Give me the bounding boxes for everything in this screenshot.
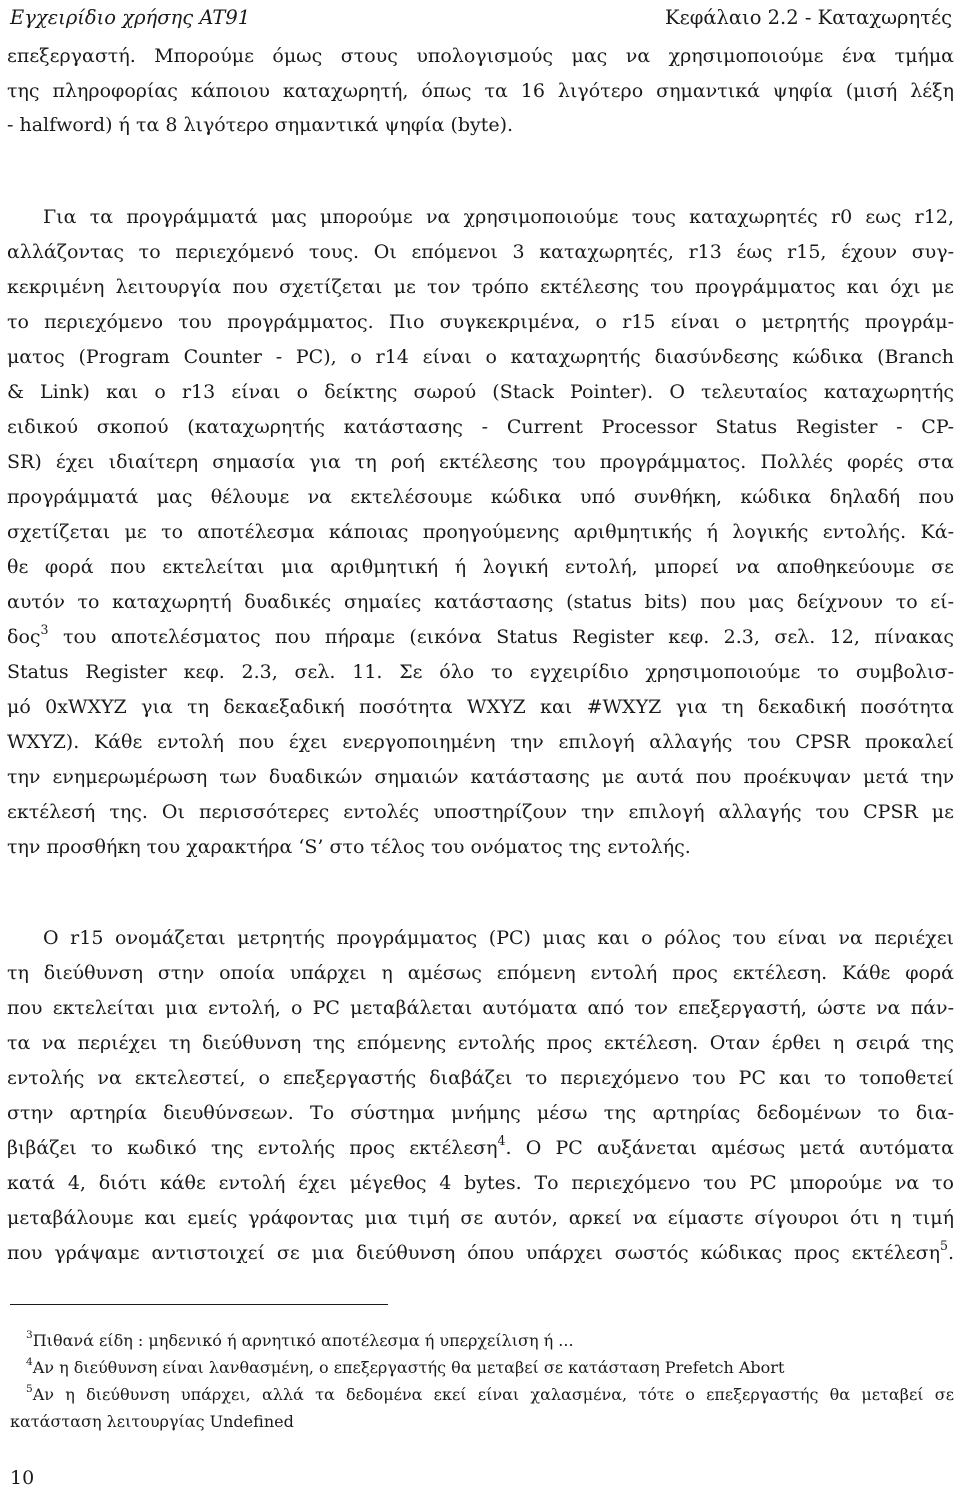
footnote-ref-4: 4 <box>497 1132 506 1148</box>
text-line: ματος (Program Counter - PC), ο r14 είναι ο καταχωρητής διασύνδεσης κώδικα (Branch <box>7 346 954 368</box>
footnote-5-continuation: κατάσταση λειτουργίας Undefined <box>10 1412 294 1431</box>
text-line: τα να περιέχει τη διεύθυνση της επόμενης εντολής προς εκτέλεση. Οταν έρθει η σειρά της <box>7 1032 954 1054</box>
text-line: προγράμματά μας θέλουμε να εκτελέσουμε κώδικα υπό συνθήκη, κώδικα δηλαδή που <box>7 486 954 508</box>
text-line: Για τα προγράμματά μας μπορούμε να χρησιμοποιούμε τους καταχωρητές r0 εως r12, <box>43 206 954 228</box>
footnote-mark: 5 <box>26 1383 33 1396</box>
footnote-text: Πιθανά είδη : μηδενικό ή αρνητικό αποτέλεσμα ή υπερχείλιση ή ... <box>32 1331 574 1350</box>
text-line <box>7 1130 954 1166</box>
text-line: SR) έχει ιδιαίτερη σημασία για τη ροή εκτέλεσης του προγράμματος. Πολλές φορές στα <box>7 451 954 473</box>
footnote-ref-5: 5 <box>939 1237 948 1253</box>
text-segment: . Ο PC αυξάνεται αμέσως μετά αυτόματα <box>505 1137 954 1159</box>
text-line: εκτέλεσή της. Οι περισσότερες εντολές υποστηρίζουν την επιλογή αλλαγής του CPSR με <box>7 801 954 823</box>
text-segment: βιβάζει το κωδικό της εντολής προς εκτέλεση <box>7 1137 498 1159</box>
text-line: ειδικού σκοπού (καταχωρητής κατάστασης - Current Processor Status Register - CP- <box>7 416 954 438</box>
text-line: την ενημερωμέρωση των δυαδικών σημαιών κατάστασης με αυτά που προέκυψαν μετά την <box>7 766 954 788</box>
manual-title: Εγχειρίδιο χρήσης AT91 <box>10 6 251 29</box>
text-line: την προσθήκη του χαρακτήρα ‘S’ στο τέλος του ονόματος της εντολής. <box>7 836 691 858</box>
footnote-mark: 4 <box>26 1356 33 1369</box>
text-line: κεκριμένη λειτουργία που σχετίζεται με τον τρόπο εκτέλεσης του προγράμματος και όχι με <box>7 276 954 298</box>
text-line: θε φορά που εκτελείται μια αριθμητική ή λογική εντολή, μπορεί να αποθηκεύουμε σε <box>7 556 954 578</box>
footnote-4 <box>10 1354 954 1382</box>
text-line: εντολής να εκτελεστεί, ο επεξεργαστής διαβάζει το περιεχόμενο του PC και το τοποθετεί <box>7 1067 954 1089</box>
text-line: της πληροφορίας κάποιου καταχωρητή, όπως τα 16 λιγότερο σημαντικά ψηφία (μισή λέξη <box>7 80 954 102</box>
text-line: Ο r15 ονομάζεται μετρητής προγράμματος (PC) μιας και ο ρόλος του είναι να περιέχει <box>43 927 954 949</box>
footnote-5 <box>10 1381 954 1409</box>
text-line: τη διεύθυνση στην οποία υπάρχει η αμέσως επόμενη εντολή προς εκτέλεση. Κάθε φορά <box>7 962 954 984</box>
text-line: Status Register κεφ. 2.3, σελ. 11. Σε όλο το εγχειρίδιο χρησιμοποιούμε το συμβολισ- <box>7 661 954 683</box>
text-segment: . <box>947 1242 954 1264</box>
text-line: αλλάζοντας το περιεχόμενό τους. Οι επόμενοι 3 καταχωρητές, r13 έως r15, έχουν συγ- <box>7 241 954 263</box>
text-line: επεξεργαστή. Μπορούμε όμως στους υπολογισμούς μας να χρησιμοποιούμε ένα τμήμα <box>7 45 954 67</box>
text-line: & Link) και ο r13 είναι ο δείκτης σωρού (Stack Pointer). Ο τελευταίος καταχωρητής <box>7 381 954 403</box>
text-line: μεταβάλουμε και εμείς γράφοντας μια τιμή σε αυτόν, αρκεί να είμαστε σίγουροι ότι η τιμή <box>7 1207 954 1229</box>
text-line: κατά 4, διότι κάθε εντολή έχει μέγεθος 4 bytes. Το περιεχόμενο του PC μπορούμε να το <box>7 1172 954 1194</box>
page-header <box>10 0 952 36</box>
footnote-ref-3: 3 <box>40 621 49 637</box>
text-segment: που γράψαμε αντιστοιχεί σε μια διεύθυνση όπου υπάρχει σωστός κώδικας προς εκτέλεση <box>7 1242 940 1264</box>
text-line: μό 0xWXYZ για τη δεκαεξαδική ποσότητα WXYZ και #WXYZ για τη δεκαδική ποσότητα <box>7 696 954 718</box>
text-segment: δος <box>7 626 41 648</box>
text-line: αυτόν το καταχωρητή δυαδικές σημαίες κατάστασης (status bits) που μας δείχνουν το εί- <box>7 591 954 613</box>
text-line: στην αρτηρία διευθύνσεων. Το σύστημα μνήμης μέσω της αρτηρίας δεδομένων το δια- <box>7 1102 954 1124</box>
footnote-mark: 3 <box>26 1329 33 1342</box>
text-line <box>7 1235 954 1271</box>
text-line: - halfword) ή τα 8 λιγότερο σημαντικά ψηφία (byte). <box>7 114 514 136</box>
text-segment: του αποτελέσματος που πήραμε (εικόνα Status Register κεφ. 2.3, σελ. 12, πίνακας <box>48 626 954 648</box>
footnote-3 <box>10 1327 954 1355</box>
footnote-text: Αν η διεύθυνση υπάρχει, αλλά τα δεδομένα εκεί είναι χαλασμένα, τότε ο επεξεργαστής θα μεταβεί σε <box>32 1385 954 1404</box>
text-line: που εκτελείται μια εντολή, ο PC μεταβάλεται αυτόματα από τον επεξεργαστή, ώστε να πάν- <box>7 997 954 1019</box>
chapter-title: Κεφάλαιο 2.2 - Καταχωρητές <box>665 6 952 29</box>
text-line: το περιεχόμενο του προγράμματος. Πιο συγκεκριμένα, ο r15 είναι ο μετρητής προγράμ- <box>7 311 954 333</box>
footnote-divider <box>10 1304 388 1305</box>
text-line <box>7 619 954 655</box>
text-line: σχετίζεται με το αποτέλεσμα κάποιας προηγούμενης αριθμητικής ή λογικής εντολής. Κά- <box>7 521 954 543</box>
page-number: 10 <box>10 1467 35 1489</box>
text-line: WXYZ). Κάθε εντολή που έχει ενεργοποιημένη την επιλογή αλλαγής του CPSR προκαλεί <box>7 731 954 753</box>
footnote-text: Αν η διεύθυνση είναι λανθασμένη, ο επεξεργαστής θα μεταβεί σε κατάσταση Prefetch Abort <box>32 1358 785 1377</box>
